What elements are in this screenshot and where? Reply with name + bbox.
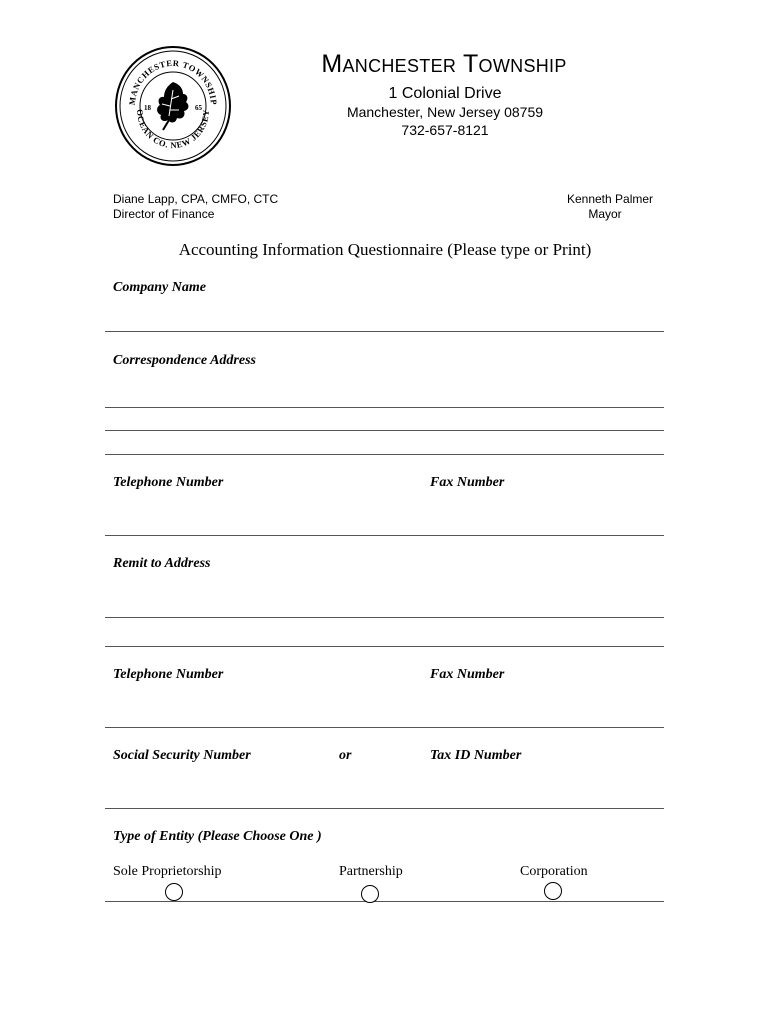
form-heading: Accounting Information Questionnaire (Please type or Print) — [178, 240, 592, 259]
partnership-radio[interactable] — [361, 885, 379, 903]
seal-year-right: 65 — [195, 104, 202, 112]
telephone-number-label: Telephone Number — [113, 475, 224, 490]
city-address: Manchester, New Jersey 08759 — [346, 104, 544, 120]
corporation-label: Corporation — [520, 864, 588, 879]
seal-bottom-text: OCEAN CO. NEW JERSEY — [134, 108, 212, 151]
remit-address-label: Remit to Address — [113, 556, 211, 571]
or-label: or — [339, 748, 352, 763]
telephone-fax-line[interactable] — [105, 535, 664, 536]
seal-year-left: 18 — [144, 104, 151, 112]
corporation-radio[interactable] — [544, 882, 562, 900]
correspondence-address-label: Correspondence Address — [113, 353, 256, 368]
finance-director-title: Director of Finance — [113, 207, 215, 221]
partnership-label: Partnership — [339, 864, 403, 879]
township-title: Manchester Township — [321, 50, 567, 78]
ssn-label: Social Security Number — [113, 748, 251, 763]
remit-address-line-1[interactable] — [105, 617, 664, 618]
mayor-name: Kenneth Palmer — [566, 192, 654, 206]
remit-address-line-2[interactable] — [105, 646, 664, 647]
finance-director-name: Diane Lapp, CPA, CMFO, CTC — [113, 192, 279, 206]
company-name-line[interactable] — [105, 331, 664, 332]
correspondence-address-line-1[interactable] — [105, 407, 664, 408]
remit-fax-label: Fax Number — [430, 667, 505, 682]
tax-id-label: Tax ID Number — [430, 748, 522, 763]
township-seal — [113, 44, 233, 168]
oak-leaf-icon — [157, 82, 188, 130]
remit-telephone-fax-line[interactable] — [105, 727, 664, 728]
correspondence-address-line-3[interactable] — [105, 454, 664, 455]
phone-number: 732-657-8121 — [401, 122, 489, 138]
mayor-title: Mayor — [588, 207, 622, 221]
ssn-tax-id-line[interactable] — [105, 808, 664, 809]
fax-number-label: Fax Number — [430, 475, 505, 490]
entity-type-line — [105, 901, 664, 902]
street-address: 1 Colonial Drive — [388, 85, 502, 102]
sole-proprietorship-label: Sole Proprietorship — [113, 864, 222, 879]
remit-telephone-label: Telephone Number — [113, 667, 224, 682]
company-name-label: Company Name — [113, 280, 206, 295]
seal-top-text: MANCHESTER TOWNSHIP — [126, 57, 220, 106]
correspondence-address-line-2[interactable] — [105, 430, 664, 431]
sole-proprietorship-radio[interactable] — [165, 883, 183, 901]
entity-type-heading: Type of Entity (Please Choose One ) — [113, 829, 322, 844]
